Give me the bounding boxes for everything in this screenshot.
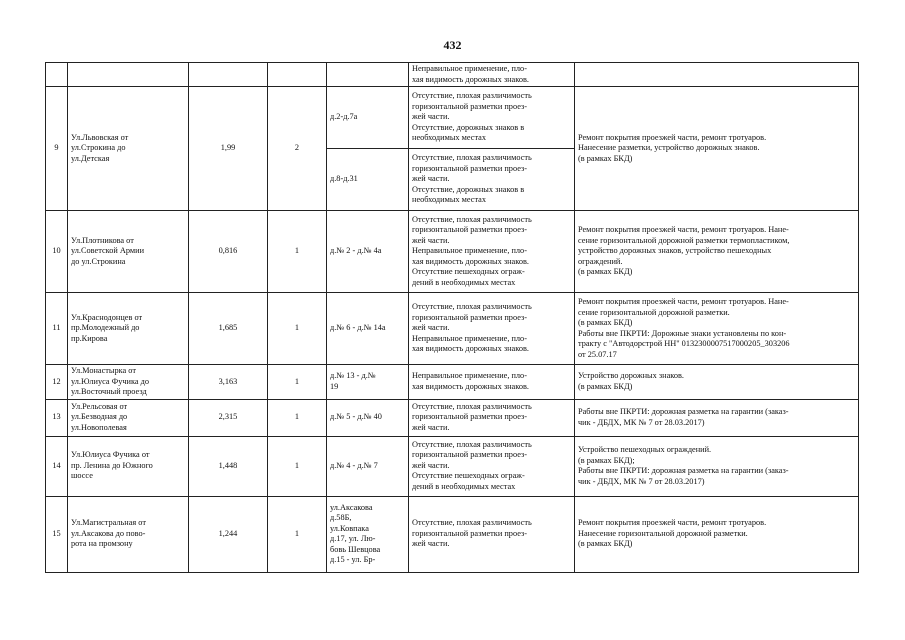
street-name-line: Ул.Юлиуса Фучика от bbox=[71, 450, 150, 460]
problem-list-line: хая видимость дорожных знаков. bbox=[412, 344, 529, 354]
planned-works-line: тракту с "Автодорстрой НН" 0132300007517000205_303206 bbox=[578, 339, 790, 348]
problem-list-line: Отсутствие пешеходных ограж- bbox=[412, 267, 525, 277]
planned-works-line: (в рамках БКД) bbox=[578, 153, 633, 163]
planned-works-line: Работы вне ПКРТИ: дорожная разметка на гарантии (заказ- bbox=[578, 466, 789, 475]
street-name bbox=[68, 365, 189, 400]
segment-count: 1 bbox=[268, 496, 327, 572]
problem-list-line: необходимых местах bbox=[412, 195, 487, 205]
house-range-line: ул.Аксакова bbox=[330, 502, 373, 512]
problem-list-line: горизонтальной разметки проез- bbox=[412, 412, 528, 422]
planned-works-line: от 25.07.17 bbox=[578, 349, 617, 359]
house-range-line: д.№ 6 - д.№ 14а bbox=[330, 323, 386, 333]
street-name-line: Ул.Краснодонцев от bbox=[71, 312, 143, 322]
planned-works bbox=[575, 63, 859, 87]
planned-works bbox=[575, 365, 859, 400]
problem-list-line: Неправильное применение, пло- bbox=[412, 371, 527, 381]
street-name-line: Ул.Монастырка от bbox=[71, 366, 136, 375]
house-range bbox=[327, 399, 409, 436]
house-range bbox=[327, 365, 409, 400]
problem-list-line: Неправильное применение, пло- bbox=[412, 64, 527, 73]
table-row bbox=[46, 87, 859, 149]
house-range-line: д.58Б, bbox=[330, 513, 352, 522]
problem-list-line: хая видимость дорожных знаков. bbox=[412, 74, 529, 84]
street-name bbox=[68, 63, 189, 87]
street-name-line: ул.Детская bbox=[71, 153, 110, 163]
table-row bbox=[46, 436, 859, 496]
row-number: 9 bbox=[46, 87, 68, 211]
problem-list-line: Отсутствие, дорожных знаков в bbox=[412, 122, 525, 132]
problem-list-line: необходимых местах bbox=[412, 133, 487, 143]
problem-list-line: жей части. bbox=[412, 323, 450, 333]
street-name-line: Ул.Львовская от bbox=[71, 132, 129, 142]
street-name bbox=[68, 87, 189, 211]
table-row bbox=[46, 293, 859, 365]
problem-list-line: Отсутствие, плохая различимость bbox=[412, 302, 532, 312]
problem-list-line: Отсутствие, дорожных знаков в bbox=[412, 184, 525, 194]
problem-list-line: горизонтальной разметки проез- bbox=[412, 101, 528, 111]
house-range-line: д.№ 2 - д.№ 4а bbox=[330, 246, 382, 256]
planned-works-line: Ремонт покрытия проезжей части, ремонт тротуаров. bbox=[578, 518, 767, 528]
house-range-line: д.17, ул. Лю- bbox=[330, 534, 376, 543]
street-name-line: ул.Юлиуса Фучика до bbox=[71, 376, 150, 386]
segment-count bbox=[268, 63, 327, 87]
segment-count: 1 bbox=[268, 436, 327, 496]
problem-list-line: горизонтальной разметки проез- bbox=[412, 225, 528, 235]
planned-works-line: Работы вне ПКРТИ: Дорожные знаки установлены по кон- bbox=[578, 328, 787, 338]
problem-list-line: Неправильное применение, пло- bbox=[412, 333, 527, 343]
problem-list bbox=[409, 293, 575, 365]
problem-list-line: Отсутствие, плохая различимость bbox=[412, 153, 532, 163]
problem-list-line: хая видимость дорожных знаков. bbox=[412, 381, 529, 391]
problem-list-line: дений в необходимых местах bbox=[412, 277, 516, 287]
problem-list-line: жей части. bbox=[412, 422, 450, 432]
table-row bbox=[46, 63, 859, 87]
segment-count: 1 bbox=[268, 293, 327, 365]
street-name-line: Ул.Магистральная от bbox=[71, 518, 146, 528]
problem-list-line: жей части. bbox=[412, 112, 450, 122]
problem-list-line: Отсутствие, плохая различимость bbox=[412, 518, 532, 528]
planned-works-line: (в рамках БКД) bbox=[578, 318, 633, 327]
road-length: 3,163 bbox=[189, 365, 268, 400]
segment-count: 1 bbox=[268, 211, 327, 293]
problem-list-line: горизонтальной разметки проез- bbox=[412, 450, 528, 460]
street-name-line: ул.Советской Армии bbox=[71, 246, 145, 256]
street-name-line: ул.Строкина до bbox=[71, 143, 126, 153]
street-name-line: пр. Ленина до Южного bbox=[71, 460, 153, 470]
problem-list-line: Отсутствие, плохая различимость bbox=[412, 401, 532, 411]
house-range bbox=[327, 496, 409, 572]
road-length: 1,685 bbox=[189, 293, 268, 365]
street-name-line: ул.Аксакова до пово- bbox=[71, 528, 146, 538]
street-name bbox=[68, 399, 189, 436]
register-table bbox=[45, 62, 859, 573]
planned-works-line: Нанесение горизонтальной дорожной разметки. bbox=[578, 528, 748, 538]
planned-works bbox=[575, 436, 859, 496]
planned-works bbox=[575, 293, 859, 365]
planned-works-line: (в рамках БКД) bbox=[578, 267, 633, 277]
street-name-line: ул.Новополевая bbox=[71, 422, 127, 432]
road-length: 1,448 bbox=[189, 436, 268, 496]
street-name-line: рота на промзону bbox=[71, 539, 133, 549]
row-number: 14 bbox=[46, 436, 68, 496]
problem-list bbox=[409, 87, 575, 149]
planned-works-line: ограждений. bbox=[578, 256, 623, 266]
problem-list-line: Отсутствие, плохая различимость bbox=[412, 439, 532, 449]
planned-works-line: чик - ДБДХ, МК № 7 от 28.03.2017) bbox=[578, 476, 705, 486]
planned-works-line: (в рамках БКД) bbox=[578, 381, 633, 391]
planned-works bbox=[575, 496, 859, 572]
house-range bbox=[327, 149, 409, 211]
house-range-line: д.15 - ул. Бр- bbox=[330, 555, 376, 564]
planned-works bbox=[575, 399, 859, 436]
planned-works-line: (в рамках БКД); bbox=[578, 455, 635, 465]
house-range-line: д.8-д.31 bbox=[330, 174, 358, 184]
road-length: 1,244 bbox=[189, 496, 268, 572]
row-number: 11 bbox=[46, 293, 68, 365]
row-number: 13 bbox=[46, 399, 68, 436]
planned-works bbox=[575, 87, 859, 211]
problem-list-line: жей части. bbox=[412, 460, 450, 470]
problem-list-line: жей части. bbox=[412, 235, 450, 245]
house-range bbox=[327, 293, 409, 365]
planned-works-line: Ремонт покрытия проезжей части, ремонт тротуаров. Нане- bbox=[578, 225, 789, 235]
problem-list bbox=[409, 436, 575, 496]
problem-list-line: хая видимость дорожных знаков. bbox=[412, 256, 529, 266]
planned-works-line: Устройство дорожных знаков. bbox=[578, 371, 684, 381]
planned-works-line: Ремонт покрытия проезжей части, ремонт тротуаров. Нане- bbox=[578, 297, 789, 306]
house-range bbox=[327, 211, 409, 293]
problem-list-line: Отсутствие, плохая различимость bbox=[412, 214, 532, 224]
table-row bbox=[46, 365, 859, 400]
segment-count: 2 bbox=[268, 87, 327, 211]
register-body bbox=[46, 63, 859, 573]
house-range bbox=[327, 87, 409, 149]
road-length: 2,315 bbox=[189, 399, 268, 436]
house-range-line: 19 bbox=[330, 381, 339, 391]
house-range-line: д.№ 13 - д.№ bbox=[330, 371, 376, 381]
problem-list bbox=[409, 365, 575, 400]
road-length: 1,99 bbox=[189, 87, 268, 211]
problem-list bbox=[409, 211, 575, 293]
planned-works-line: сение горизонтальной дорожной разметки термопластиком, bbox=[578, 235, 790, 245]
problem-list-line: дений в необходимых местах bbox=[412, 481, 516, 491]
house-range-line: д.2-д.7а bbox=[330, 112, 358, 122]
problem-list bbox=[409, 496, 575, 572]
problem-list-line: Отсутствие, плохая различимость bbox=[412, 91, 532, 101]
house-range bbox=[327, 436, 409, 496]
house-range-line: бовь Шевцова bbox=[330, 544, 381, 554]
table-row bbox=[46, 399, 859, 436]
problem-list-line: жей части. bbox=[412, 174, 450, 184]
road-length: 0,816 bbox=[189, 211, 268, 293]
street-name-line: пр.Молодежный до bbox=[71, 323, 140, 333]
problem-list bbox=[409, 63, 575, 87]
planned-works-line: (в рамках БКД) bbox=[578, 539, 633, 549]
planned-works-line: устройство дорожных знаков, устройство пешеходных bbox=[578, 246, 772, 256]
planned-works-line: чик - ДБДХ, МК № 7 от 28.03.2017) bbox=[578, 417, 705, 427]
street-name-line: Ул.Рельсовая от bbox=[71, 401, 128, 411]
planned-works bbox=[575, 211, 859, 293]
planned-works-line: сение горизонтальной дорожной разметки. bbox=[578, 307, 730, 317]
row-number: 12 bbox=[46, 365, 68, 400]
problem-list-line: горизонтальной разметки проез- bbox=[412, 163, 528, 173]
problem-list-line: Неправильное применение, пло- bbox=[412, 246, 527, 256]
street-name-line: ул.Восточный проезд bbox=[71, 387, 147, 396]
table-row bbox=[46, 496, 859, 572]
planned-works-line: Нанесение разметки, устройство дорожных знаков. bbox=[578, 143, 760, 153]
page-number: 432 bbox=[443, 38, 462, 52]
house-range bbox=[327, 63, 409, 87]
house-range-line: ул.Ковпака bbox=[330, 523, 369, 533]
street-name-line: до ул.Строкина bbox=[71, 256, 126, 266]
planned-works-line: Ремонт покрытия проезжей части, ремонт тротуаров. bbox=[578, 132, 767, 142]
table-row bbox=[46, 211, 859, 293]
house-range-line: д.№ 5 - д.№ 40 bbox=[330, 412, 382, 422]
street-name-line: ул.Безводная до bbox=[71, 412, 128, 422]
row-number bbox=[46, 63, 68, 87]
street-name bbox=[68, 496, 189, 572]
planned-works-line: Устройство пешеходных ограждений. bbox=[578, 445, 712, 454]
street-name-line: шоссе bbox=[71, 471, 93, 481]
house-range-line: д.№ 4 - д.№ 7 bbox=[330, 460, 378, 470]
segment-count: 1 bbox=[268, 365, 327, 400]
row-number: 10 bbox=[46, 211, 68, 293]
street-name-line: пр.Кирова bbox=[71, 333, 108, 343]
street-name bbox=[68, 211, 189, 293]
problem-list-line: горизонтальной разметки проез- bbox=[412, 528, 528, 538]
street-name bbox=[68, 436, 189, 496]
problem-list-line: жей части. bbox=[412, 539, 450, 549]
problem-list bbox=[409, 399, 575, 436]
problem-list-line: горизонтальной разметки проез- bbox=[412, 312, 528, 322]
problem-list-line: Отсутствие пешеходных ограж- bbox=[412, 471, 525, 481]
road-length bbox=[189, 63, 268, 87]
segment-count: 1 bbox=[268, 399, 327, 436]
problem-list bbox=[409, 149, 575, 211]
street-name bbox=[68, 293, 189, 365]
planned-works-line: Работы вне ПКРТИ: дорожная разметка на гарантии (заказ- bbox=[578, 407, 789, 416]
street-name-line: Ул.Плотникова от bbox=[71, 235, 134, 245]
row-number: 15 bbox=[46, 496, 68, 572]
